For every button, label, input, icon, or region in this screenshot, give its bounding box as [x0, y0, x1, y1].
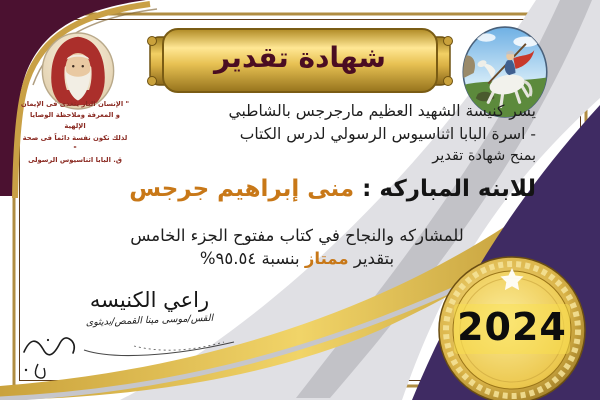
- quote-line: لذلك تكون نفسة دائماً فى صحة ": [22, 133, 128, 153]
- signature-handwritten-names: القس/موسى مينا القمص/بديثوى: [85, 312, 214, 329]
- intro-line-1: يسر كنيسة الشهيد العظيم مارجرجس بالشاطبي: [228, 102, 536, 120]
- medal-year: 2024: [457, 305, 567, 349]
- quote-line: " الإنسان البار يتغذى فى الإيمان: [20, 100, 130, 108]
- grade-line: [58, 247, 536, 271]
- signature-title: راعي الكنيسه: [89, 288, 210, 312]
- signature-block: [42, 288, 257, 329]
- intro-line-2: - اسرة البابا اثناسيوس الرسولي لدرس الكتاب: [239, 125, 536, 143]
- signature-scribble-icon: [14, 330, 264, 385]
- recipient-name: منى إبراهيم جرجس: [129, 176, 355, 202]
- grade-percentage: بنسبة ٩٥.٥٤%: [199, 249, 300, 268]
- quote-attribution: ق. البابا اثناسيوس الرسولى: [28, 156, 122, 165]
- certificate-title: شهادة تقدير: [214, 41, 386, 74]
- certificate-body: [58, 100, 536, 271]
- recipient-line: [58, 173, 536, 206]
- grade-word: ممتاز: [304, 249, 349, 268]
- recipient-label: للابنه المباركه :: [362, 176, 536, 202]
- grade-prefix: بتقدير: [353, 249, 395, 268]
- quote-line: و المعرفة وملاحظة الوصايا الإلهية: [29, 111, 120, 131]
- achievement-line: للمشاركه والنجاح في كتاب مفتوح الجزء الخامس: [130, 226, 464, 245]
- intro-line-3: بمنح شهادة تقدير: [432, 148, 536, 164]
